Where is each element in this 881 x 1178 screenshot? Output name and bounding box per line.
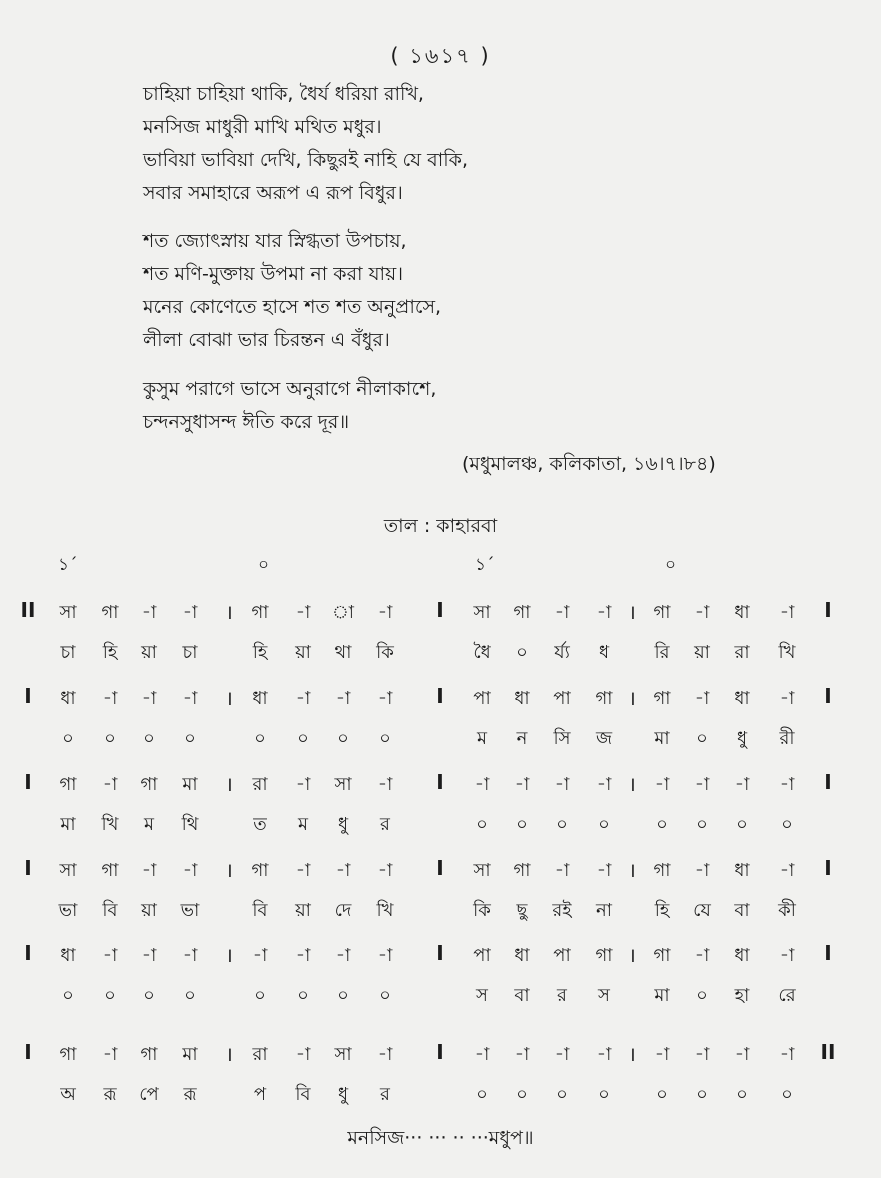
swara-note: ধা	[734, 860, 750, 881]
swara-note: পা	[553, 945, 571, 966]
lyric-syllable: ০	[516, 814, 528, 835]
swara-note: ধা	[252, 688, 268, 709]
lyric-syllable: ০	[184, 728, 196, 749]
lyric-syllable: রা	[734, 642, 750, 663]
lyric-syllable: ০	[696, 1084, 708, 1105]
lyric-syllable: ০	[184, 985, 196, 1006]
lyric-syllable: য়া	[694, 642, 710, 663]
swara-note: ধা	[734, 945, 750, 966]
song-number: ( ১৬১৭ )	[390, 44, 491, 68]
swara-note: -া	[377, 860, 393, 881]
lyric-syllable: ০	[781, 1084, 793, 1105]
lyric-syllable: মা	[654, 985, 670, 1006]
lyric-syllable: হি	[654, 900, 670, 921]
swara-note: -া	[779, 945, 795, 966]
lyric-syllable: রূ	[103, 1084, 117, 1105]
bar-line: ।	[628, 943, 636, 967]
lyric-syllable: ০	[516, 1084, 528, 1105]
swara-note: -া	[377, 774, 393, 795]
swara-row	[0, 684, 881, 718]
swara-note: ধা	[734, 602, 750, 623]
swara-note: -া	[596, 860, 612, 881]
bar-line: ।	[628, 772, 636, 796]
lyric-syllable: ০	[143, 728, 155, 749]
swara-note: -া	[654, 1044, 670, 1065]
swara-note: গা	[595, 945, 613, 966]
lyric-syllable: র্য্য	[554, 642, 570, 663]
swara-note: গা	[653, 688, 671, 709]
bar-line: II	[820, 1040, 836, 1064]
bar-line: I	[436, 1040, 444, 1064]
lyric-row	[0, 810, 881, 844]
lyric-syllable: ০	[337, 985, 349, 1006]
bar-line: ।	[225, 943, 233, 967]
bar-line: ।	[225, 600, 233, 624]
lyric-syllable: বি	[102, 900, 118, 921]
swara-note: গা	[653, 945, 671, 966]
tala-heading: তাল : কাহারবা	[383, 515, 498, 537]
swara-note: -া	[335, 945, 351, 966]
beat-mark: ০	[258, 555, 270, 575]
lyric-syllable: প	[253, 1084, 267, 1105]
lyric-syllable: ০	[736, 814, 748, 835]
lyric-syllable: ০	[379, 985, 391, 1006]
lyric-syllable: ০	[556, 814, 568, 835]
lyric-syllable: হা	[734, 985, 750, 1006]
lyric-syllable: পে	[139, 1084, 159, 1105]
bar-line: I	[436, 598, 444, 622]
swara-row	[0, 1040, 881, 1074]
lyric-syllable: য়া	[141, 642, 157, 663]
lyric-syllable: ০	[598, 814, 610, 835]
verse-line: সবার সমাহারে অরূপ এ রূপ বিধুর।	[143, 182, 403, 204]
swara-note: গা	[653, 860, 671, 881]
lyric-syllable: য়া	[141, 900, 157, 921]
lyric-syllable: জ	[595, 728, 613, 749]
swara-note: রা	[252, 1044, 268, 1065]
swara-note: া	[331, 602, 355, 623]
lyric-syllable: সি	[553, 728, 571, 749]
footer-line: মনসিজ··· ··· ·· ···মধুপ॥	[347, 1127, 534, 1149]
swara-note: -া	[779, 688, 795, 709]
swara-note: -া	[295, 945, 311, 966]
lyric-row	[0, 1080, 881, 1114]
bar-line: ।	[225, 1042, 233, 1066]
bar-line: ।	[628, 600, 636, 624]
swara-note: সা	[334, 1044, 352, 1065]
swara-note: -া	[514, 774, 530, 795]
lyric-syllable: অ	[60, 1084, 76, 1105]
lyric-syllable: রই	[552, 900, 572, 921]
verse-line: চন্দনসুধাসন্দ ঈতি করে দূর॥	[143, 411, 350, 433]
swara-note: গা	[251, 860, 269, 881]
lyric-syllable: স	[598, 985, 610, 1006]
lyric-syllable: খি	[101, 814, 119, 835]
swara-note: -া	[102, 1044, 118, 1065]
bar-line: ।	[628, 1042, 636, 1066]
swara-note: -া	[252, 945, 268, 966]
verse-line: মনসিজ মাধুরী মাখি মথিত মধুর।	[143, 116, 382, 138]
lyric-syllable: রে	[778, 985, 796, 1006]
swara-note: রা	[252, 774, 268, 795]
swara-note: -া	[654, 774, 670, 795]
swara-note: -া	[694, 860, 710, 881]
lyric-row	[0, 981, 881, 1015]
lyric-row	[0, 638, 881, 672]
lyric-syllable: ০	[696, 728, 708, 749]
swara-note: -া	[295, 688, 311, 709]
swara-row	[0, 598, 881, 632]
swara-note: -া	[734, 774, 750, 795]
lyric-syllable: ছু	[516, 900, 528, 921]
swara-note: -া	[514, 1044, 530, 1065]
swara-note: -া	[554, 1044, 570, 1065]
bar-line: I	[24, 941, 32, 965]
lyric-syllable: হি	[102, 642, 118, 663]
swara-note: -া	[102, 688, 118, 709]
swara-note: -া	[474, 774, 490, 795]
swara-note: -া	[141, 860, 157, 881]
lyric-syllable: ০	[297, 728, 309, 749]
lyric-syllable: ধৈ	[473, 642, 491, 663]
swara-note: -া	[694, 602, 710, 623]
stanza-2	[143, 225, 441, 357]
swara-note: সা	[59, 602, 77, 623]
verse-line: লীলা বোঝা ভার চিরন্তন এ বঁধুর।	[143, 329, 390, 351]
swara-note: গা	[140, 1044, 158, 1065]
lyric-syllable: য়া	[295, 900, 311, 921]
bar-line: ।	[225, 772, 233, 796]
swara-note: ধা	[734, 688, 750, 709]
swara-note: মা	[182, 774, 198, 795]
lyric-row	[0, 724, 881, 758]
lyric-syllable: ০	[254, 728, 266, 749]
lyric-syllable: ০	[62, 728, 74, 749]
stanza-3	[143, 373, 436, 439]
lyric-syllable: না	[596, 900, 612, 921]
swara-note: -া	[377, 602, 393, 623]
lyric-syllable: ধু	[736, 728, 748, 749]
lyric-syllable: ভা	[180, 900, 200, 921]
lyric-syllable: রি	[654, 642, 670, 663]
swara-note: -া	[377, 945, 393, 966]
beat-mark: ১´	[475, 555, 495, 575]
bar-line: I	[436, 684, 444, 708]
swara-note: -া	[182, 945, 198, 966]
swara-note: -া	[554, 602, 570, 623]
swara-row	[0, 941, 881, 975]
lyric-syllable: ভা	[58, 900, 78, 921]
swara-note: পা	[473, 688, 491, 709]
lyric-syllable: খি	[778, 642, 796, 663]
swara-note: -া	[694, 1044, 710, 1065]
lyric-syllable: থি	[181, 814, 199, 835]
verse-line: শত মণি-মুক্তায় উপমা না করা যায়।	[143, 263, 404, 285]
lyric-syllable: ০	[556, 1084, 568, 1105]
swara-note: -া	[295, 860, 311, 881]
lyric-syllable: ০	[254, 985, 266, 1006]
bar-line: I	[436, 941, 444, 965]
swara-note: গা	[101, 602, 119, 623]
lyric-syllable: ম	[477, 728, 487, 749]
lyric-syllable: ০	[656, 1084, 668, 1105]
swara-note: -া	[694, 774, 710, 795]
lyric-syllable: ০	[104, 728, 116, 749]
lyric-syllable: ০	[656, 814, 668, 835]
swara-note: -া	[295, 1044, 311, 1065]
swara-note: গা	[653, 602, 671, 623]
lyric-syllable: বা	[734, 900, 750, 921]
swara-note: -া	[779, 774, 795, 795]
verse-line: মনের কোণেতে হাসে শত শত অনুপ্রাসে,	[143, 296, 442, 318]
lyric-row	[0, 896, 881, 930]
bar-line: I	[824, 684, 832, 708]
swara-note: -া	[141, 945, 157, 966]
lyric-syllable: ০	[297, 985, 309, 1006]
swara-note: গা	[59, 1044, 77, 1065]
lyric-syllable: ধ	[598, 642, 610, 663]
bar-line: I	[24, 684, 32, 708]
lyric-syllable: স	[476, 985, 488, 1006]
swara-note: -া	[779, 860, 795, 881]
swara-note: -া	[694, 688, 710, 709]
lyric-syllable: ০	[337, 728, 349, 749]
swara-note: -া	[596, 1044, 612, 1065]
swara-row	[0, 770, 881, 804]
swara-note: পা	[473, 945, 491, 966]
bar-line: ।	[628, 858, 636, 882]
swara-note: -া	[779, 602, 795, 623]
swara-note: সা	[59, 860, 77, 881]
lyric-syllable: ০	[476, 1084, 488, 1105]
swara-note: -া	[779, 1044, 795, 1065]
lyric-syllable: চা	[60, 642, 76, 663]
bar-line: I	[436, 770, 444, 794]
lyric-syllable: রূ	[183, 1084, 197, 1105]
lyric-syllable: বা	[514, 985, 530, 1006]
verse-line: শত জ্যোৎস্নায় যার স্নিগ্ধতা উপচায়,	[143, 230, 407, 252]
swara-note: -া	[596, 602, 612, 623]
bar-line: I	[824, 941, 832, 965]
swara-note: -া	[554, 774, 570, 795]
lyric-syllable: ধু	[337, 814, 349, 835]
lyric-syllable: মা	[60, 814, 76, 835]
bar-line: II	[20, 598, 36, 622]
bar-line: ।	[225, 858, 233, 882]
verse-line: ভাবিয়া ভাবিয়া দেখি, কিছুরই নাহি যে বাকি,	[143, 149, 468, 171]
swara-note: গা	[513, 860, 531, 881]
bar-line: I	[24, 856, 32, 880]
bar-line: I	[24, 770, 32, 794]
lyric-syllable: দে	[334, 900, 352, 921]
swara-note: -া	[377, 1044, 393, 1065]
swara-note: -া	[377, 688, 393, 709]
swara-note: -া	[295, 602, 311, 623]
verse-line: কুসুম পরাগে ভাসে অনুরাগে নীলাকাশে,	[143, 378, 437, 400]
swara-note: -া	[734, 1044, 750, 1065]
swara-note: ধা	[60, 688, 76, 709]
swara-note: -া	[335, 688, 351, 709]
swara-note: মা	[182, 1044, 198, 1065]
lyric-syllable: কী	[778, 900, 796, 921]
lyric-syllable: ০	[104, 985, 116, 1006]
lyric-syllable: ০	[696, 814, 708, 835]
stanza-1	[143, 78, 468, 210]
swara-note: ধা	[514, 945, 530, 966]
lyric-syllable: ন	[516, 728, 528, 749]
lyric-syllable: র	[380, 814, 390, 835]
swara-note: -া	[335, 860, 351, 881]
swara-note: -া	[295, 774, 311, 795]
lyric-syllable: ধু	[337, 1084, 349, 1105]
lyric-syllable: ০	[476, 814, 488, 835]
swara-note: সা	[473, 860, 491, 881]
swara-note: গা	[251, 602, 269, 623]
lyric-syllable: ০	[598, 1084, 610, 1105]
lyric-syllable: ০	[736, 1084, 748, 1105]
lyric-syllable: যে	[693, 900, 711, 921]
lyric-syllable: ম	[144, 814, 154, 835]
lyric-syllable: ০	[516, 642, 528, 663]
lyric-syllable: খি	[376, 900, 394, 921]
bar-line: ।	[225, 686, 233, 710]
swara-note: -া	[102, 945, 118, 966]
lyric-syllable: রী	[779, 728, 795, 749]
swara-note: -া	[102, 774, 118, 795]
lyric-syllable: কি	[473, 900, 491, 921]
swara-row	[0, 856, 881, 890]
swara-note: গা	[140, 774, 158, 795]
bar-line: I	[824, 770, 832, 794]
lyric-syllable: ০	[379, 728, 391, 749]
swara-note: -া	[182, 688, 198, 709]
swara-note: সা	[334, 774, 352, 795]
lyric-syllable: বি	[252, 900, 268, 921]
lyric-syllable: র	[557, 985, 567, 1006]
swara-note: গা	[595, 688, 613, 709]
lyric-syllable: ০	[696, 985, 708, 1006]
bar-line: I	[24, 1040, 32, 1064]
bar-line: I	[824, 598, 832, 622]
lyric-syllable: মা	[654, 728, 670, 749]
swara-note: গা	[101, 860, 119, 881]
source-citation: (মধুমালঞ্চ, কলিকাতা, ১৬।৭।৮৪)	[462, 453, 716, 475]
lyric-syllable: ০	[143, 985, 155, 1006]
swara-note: -া	[474, 1044, 490, 1065]
beat-mark: ১´	[58, 555, 78, 575]
lyric-syllable: ০	[62, 985, 74, 1006]
swara-note: পা	[553, 688, 571, 709]
lyric-syllable: র	[380, 1084, 390, 1105]
swara-note: গা	[59, 774, 77, 795]
verse-line: চাহিয়া চাহিয়া থাকি, ধৈর্য ধরিয়া রাখি,	[143, 83, 424, 105]
beat-marks	[0, 552, 881, 582]
swara-note: ধা	[60, 945, 76, 966]
swara-note: গা	[513, 602, 531, 623]
lyric-syllable: ম	[298, 814, 308, 835]
lyric-syllable: ত	[253, 814, 267, 835]
swara-note: -া	[182, 860, 198, 881]
swara-note: ধা	[514, 688, 530, 709]
lyric-syllable: হি	[252, 642, 268, 663]
bar-line: I	[436, 856, 444, 880]
swara-note: -া	[554, 860, 570, 881]
lyric-syllable: থা	[334, 642, 352, 663]
swara-note: -া	[596, 774, 612, 795]
lyric-syllable: ০	[781, 814, 793, 835]
bar-line: ।	[628, 686, 636, 710]
swara-note: -া	[141, 602, 157, 623]
swara-note: -া	[694, 945, 710, 966]
beat-mark: ০	[665, 555, 677, 575]
lyric-syllable: য়া	[295, 642, 311, 663]
lyric-syllable: কি	[376, 642, 394, 663]
swara-note: সা	[473, 602, 491, 623]
swara-note: -া	[141, 688, 157, 709]
swara-note: -া	[182, 602, 198, 623]
lyric-syllable: বি	[295, 1084, 311, 1105]
lyric-syllable: চা	[182, 642, 198, 663]
bar-line: I	[824, 856, 832, 880]
